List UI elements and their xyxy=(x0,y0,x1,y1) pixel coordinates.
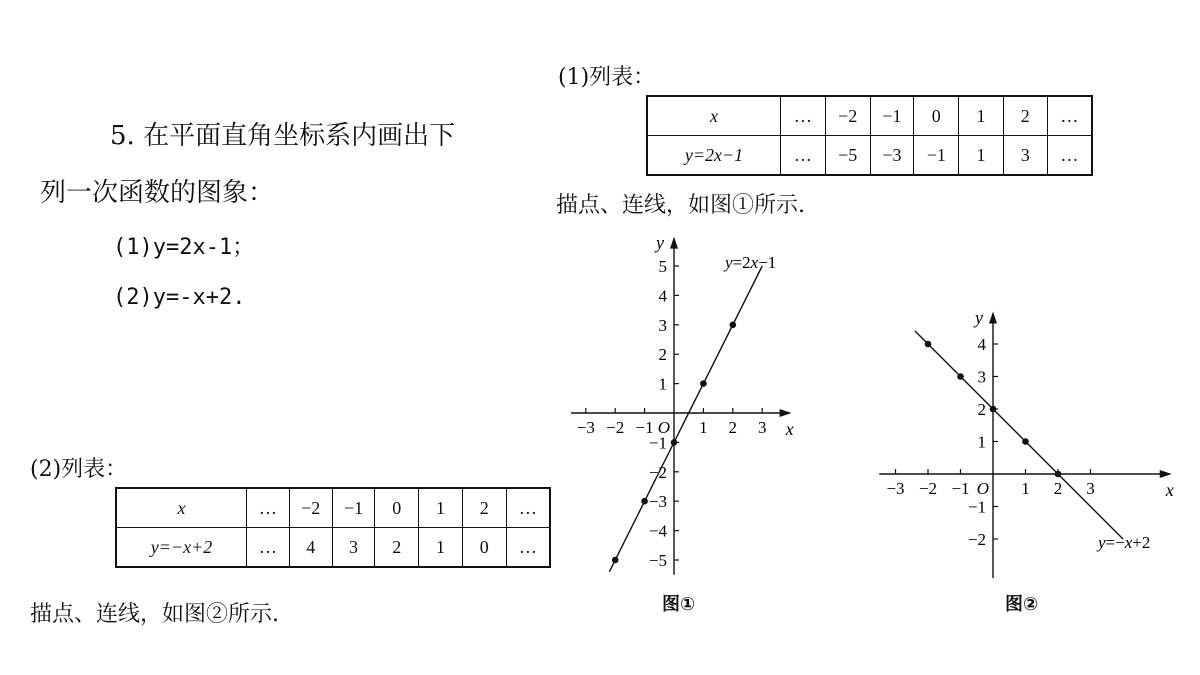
table-cell: −1 xyxy=(914,136,959,176)
table-cell: 0 xyxy=(375,488,419,528)
table-cell: … xyxy=(1047,96,1092,136)
y-tick-label: −3 xyxy=(648,492,667,512)
table-cell: −2 xyxy=(825,96,870,136)
x-tick-label: −3 xyxy=(886,479,905,498)
x-axis-arrow xyxy=(780,409,792,417)
table-row xyxy=(647,136,1092,176)
origin-label: O xyxy=(657,418,670,437)
y-tick-label: 5 xyxy=(658,257,667,276)
x-tick-label: −1 xyxy=(951,479,970,498)
table-header-y: y=−x+2 xyxy=(116,528,246,568)
y-tick-label: 3 xyxy=(658,315,667,335)
function-line xyxy=(609,266,762,572)
data-point xyxy=(730,322,737,329)
table-header-y: y=2x−1 xyxy=(647,136,780,176)
part2-label: (2)列表： xyxy=(30,457,128,482)
y-tick-label: 1 xyxy=(658,374,667,394)
part2-caption: 描点、连线，如图②所示. xyxy=(30,602,279,627)
table-cell: −5 xyxy=(825,136,870,176)
table-row xyxy=(116,528,550,568)
table-cell: 2 xyxy=(1003,96,1047,136)
question-item-1: (1)y=2x-1； xyxy=(113,235,255,260)
graph-1 xyxy=(560,220,820,620)
table-cell: … xyxy=(246,488,289,528)
table-cell: 3 xyxy=(1003,136,1047,176)
y-tick-label: 2 xyxy=(658,345,667,365)
y-tick-label: −1 xyxy=(648,433,667,453)
x-tick-label: 1 xyxy=(699,418,708,437)
y-axis-arrow xyxy=(670,237,678,249)
y-tick-label: 2 xyxy=(977,400,986,419)
y-axis-label: y xyxy=(656,232,664,253)
x-axis-label: x xyxy=(785,419,794,439)
part1-label: (1)列表： xyxy=(558,65,656,90)
table-header-x: x xyxy=(116,488,246,528)
table-cell: 2 xyxy=(462,488,506,528)
x-tick-label: −2 xyxy=(918,479,938,498)
y-axis-arrow xyxy=(989,312,997,324)
y-tick-label: −2 xyxy=(967,530,986,549)
table-cell: 3 xyxy=(332,528,375,568)
line-label: y=−x+2 xyxy=(1098,533,1151,552)
y-tick-label: 3 xyxy=(977,367,986,387)
y-tick-label: −5 xyxy=(648,551,667,570)
data-point xyxy=(612,557,619,564)
origin-label: O xyxy=(976,479,989,498)
y-tick-label: 1 xyxy=(977,432,986,452)
data-point xyxy=(641,498,648,505)
x-tick-label: 2 xyxy=(1053,479,1063,498)
x-tick-label: 1 xyxy=(1021,479,1030,498)
question-item-2: (2)y=-x+2. xyxy=(113,285,246,310)
x-tick-label: 3 xyxy=(757,418,767,437)
table-cell: … xyxy=(780,96,825,136)
table-cell: −1 xyxy=(332,488,375,528)
table-cell: 1 xyxy=(419,488,463,528)
table-cell: 4 xyxy=(289,528,332,568)
part1-caption: 描点、连线，如图①所示. xyxy=(556,193,805,218)
graph-2-caption: 图② xyxy=(1005,594,1039,615)
table-cell: −3 xyxy=(870,136,914,176)
table-cell: … xyxy=(506,488,550,528)
table-cell: 1 xyxy=(959,136,1004,176)
table-cell: … xyxy=(246,528,289,568)
data-point xyxy=(925,341,932,348)
data-point xyxy=(700,380,707,387)
y-tick-label: −1 xyxy=(967,497,986,517)
table-header-x: x xyxy=(647,96,780,136)
y-tick-label: −4 xyxy=(648,521,667,541)
question-line-2: 列一次函数的图象： xyxy=(40,178,275,208)
x-tick-label: −1 xyxy=(635,418,654,437)
graph-1-caption: 图① xyxy=(662,594,696,615)
y-tick-label: 4 xyxy=(977,335,986,354)
table-cell: 0 xyxy=(462,528,506,568)
y-tick-label: 4 xyxy=(658,286,667,306)
x-axis-label: x xyxy=(1165,480,1174,500)
table-cell: … xyxy=(780,136,825,176)
data-point xyxy=(990,406,997,413)
x-tick-label: 3 xyxy=(1086,479,1095,498)
data-point xyxy=(957,373,964,380)
table-cell: … xyxy=(506,528,550,568)
table-cell: 0 xyxy=(914,96,959,136)
table-row xyxy=(647,96,1092,136)
line-label: y=2x−1 xyxy=(725,253,777,272)
x-axis-arrow xyxy=(1160,470,1172,478)
table-cell: … xyxy=(1047,136,1092,176)
y-tick-label: −2 xyxy=(648,462,667,482)
function-line xyxy=(915,331,1123,539)
data-point xyxy=(671,439,678,446)
x-tick-label: −2 xyxy=(606,418,625,437)
graph-2 xyxy=(870,300,1180,590)
table-cell: 2 xyxy=(375,528,419,568)
table-cell: −1 xyxy=(870,96,914,136)
data-point xyxy=(1022,438,1029,445)
table-row xyxy=(116,488,550,528)
part2-value-table xyxy=(115,487,551,568)
x-tick-label: 2 xyxy=(728,418,738,437)
table-cell: 1 xyxy=(959,96,1004,136)
y-axis-label: y xyxy=(975,307,983,328)
table-cell: −2 xyxy=(289,488,332,528)
table-cell: 1 xyxy=(419,528,463,568)
data-point xyxy=(1055,471,1062,478)
x-tick-label: −3 xyxy=(576,418,595,437)
part1-value-table xyxy=(646,95,1093,176)
question-line-1: 5. 在平面直角坐标系内画出下 xyxy=(110,121,456,151)
